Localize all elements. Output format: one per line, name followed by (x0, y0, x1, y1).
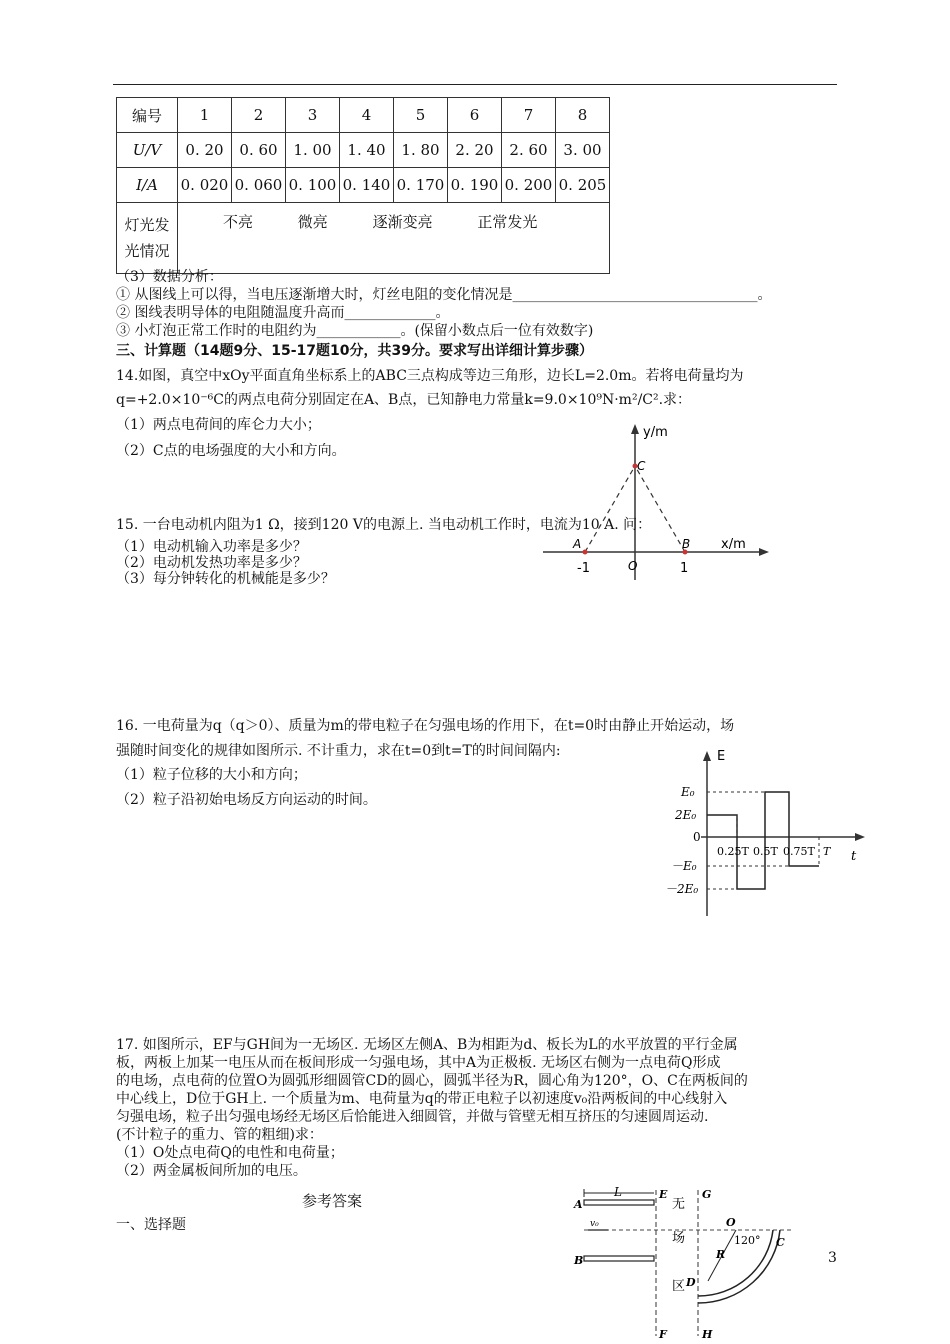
q17-sub-2: （2）两金属板间所加的电压。 (116, 1163, 307, 1179)
header-cell: 2 (232, 98, 286, 133)
top-rule (113, 84, 837, 85)
tick-05t: 0.5T (753, 845, 778, 858)
line-f-label: F (659, 1328, 667, 1341)
y-axis-label: y/m (643, 425, 668, 440)
tick-pos1: 1 (680, 561, 689, 576)
table-row-current (117, 168, 610, 203)
answers-title: 参考答案 (302, 1192, 363, 1210)
q17-sub-1: （1）O处点电荷Q的电性和电荷量； (116, 1145, 344, 1161)
q16-sub-2: （2）粒子沿初始电场反方向运动的时间。 (116, 792, 377, 808)
table-cell: 0. 205 (556, 168, 610, 203)
plate-b-label: B (574, 1254, 584, 1267)
line-g-label: G (702, 1188, 712, 1201)
light-state: 正常发光 (477, 213, 538, 231)
tick-e0: E₀ (681, 785, 695, 799)
tick-t: T (823, 845, 831, 858)
q15-sub-3: （3）每分钟转化的机械能是多少？ (116, 571, 335, 587)
analysis-line-3: ③ 小灯泡正常工作时的电阻约为____________。(保留小数点后一位有效数字) (116, 323, 594, 339)
header-cell: 1 (178, 98, 232, 133)
light-state: 不亮 (223, 213, 254, 231)
t-axis-label: t (851, 849, 857, 864)
page-number: 3 (828, 1250, 837, 1266)
q15-sub-1: （1）电动机输入功率是多少？ (116, 539, 307, 555)
table-row-light (117, 203, 610, 274)
q17-line-3: 的电场，点电荷的位置O为圆弧形细圆管CD的圆心，圆弧半径为R，圆心角为120°，O、C在两板间的 (116, 1073, 748, 1089)
light-state: 逐渐变亮 (372, 213, 433, 231)
q14-sub-1: （1）两点电荷间的库仑力大小； (116, 417, 321, 433)
analysis-title: （3）数据分析： (116, 269, 223, 285)
origin-label: O (628, 559, 638, 573)
row-label: I/A (117, 168, 178, 203)
plate-a-label: A (574, 1198, 583, 1211)
tick-075t: 0.75T (783, 845, 815, 858)
measurement-table (116, 97, 610, 274)
tick-zero: 0 (693, 830, 701, 844)
table-cell: 0. 060 (232, 168, 286, 203)
q14-line-1: 14.如图，真空中xOy平面直角坐标系上的ABC三点构成等边三角形，边长L=2.0m。若将电荷量均为 (116, 368, 744, 384)
q17-line-1: 17. 如图所示，EF与GH间为一无场区. 无场区左侧A、B为相距为d、板长为L的水平放置的平行金属 (116, 1037, 738, 1053)
q16-line-1: 16. 一电荷量为q（q＞0）、质量为m的带电粒子在匀强电场的作用下，在t=0时由静止开始运动，场 (116, 718, 735, 734)
line-e-label: E (659, 1188, 668, 1201)
point-c-label: C (637, 459, 646, 473)
q17-line-4: 中心线上，D位于GH上. 一个质量为m、电荷量为q的带正电粒子以初速度v₀沿两板间的中心线射入 (116, 1091, 728, 1107)
light-state-cell (178, 203, 610, 274)
line-h-label: H (702, 1328, 713, 1341)
tick-neg-2e0: －2E₀ (665, 882, 699, 896)
tick-025t: 0.25T (717, 845, 749, 858)
section-1-heading: 一、选择题 (116, 1217, 186, 1233)
table-row-number (117, 98, 610, 133)
q14-coordinate-figure (535, 420, 785, 585)
field-free-char-2: 场 (672, 1231, 686, 1246)
section-3-heading: 三、计算题（14题9分、15-17题10分，共39分。要求写出详细计算步骤） (116, 343, 593, 359)
analysis-line-1: ① 从图线上可以得，当电压逐渐增大时，灯丝电阻的变化情况是___________________________________。 (116, 287, 772, 303)
radius-r-label: R (716, 1248, 726, 1261)
e-axis-label: E (717, 749, 726, 764)
v0-label: v₀ (590, 1219, 599, 1229)
q17-plates-tube-figure (568, 1186, 808, 1344)
q14-sub-2: （2）C点的电场强度的大小和方向。 (116, 443, 346, 459)
table-cell: 0. 140 (340, 168, 394, 203)
tick-2e0: 2E₀ (675, 808, 697, 822)
length-l-label: L (614, 1186, 622, 1199)
header-cell: 3 (286, 98, 340, 133)
header-cell: 5 (394, 98, 448, 133)
table-cell: 0. 60 (232, 133, 286, 168)
q15-sub-2: （2）电动机发热功率是多少？ (116, 555, 307, 571)
table-cell: 0. 200 (502, 168, 556, 203)
q17-line-6: (不计粒子的重力、管的粗细)求： (116, 1127, 323, 1143)
q16-sub-1: （1）粒子位移的大小和方向； (116, 767, 307, 783)
light-state: 微亮 (297, 213, 328, 231)
table-cell: 0. 190 (448, 168, 502, 203)
table-cell: 0. 100 (286, 168, 340, 203)
q16-field-time-graph (665, 748, 870, 918)
header-cell: 编号 (117, 98, 178, 133)
q17-line-2: 板，两板上加某一电压从而在板间形成一匀强电场，其中A为正极板. 无场区右侧为一点电荷Q形成 (116, 1055, 721, 1071)
point-b-label: B (682, 537, 691, 551)
field-free-char-3: 区 (672, 1279, 686, 1294)
angle-label: 120° (734, 1234, 761, 1247)
table-cell: 1. 40 (340, 133, 394, 168)
table-cell: 0. 020 (178, 168, 232, 203)
header-cell: 7 (502, 98, 556, 133)
x-axis-label: x/m (721, 537, 746, 552)
table-cell: 2. 20 (448, 133, 502, 168)
q15-line-1: 15. 一台电动机内阻为1 Ω，接到120 V的电源上. 当电动机工作时，电流为10 A. 问： (116, 517, 652, 533)
point-a-label: A (573, 537, 582, 551)
tick-neg1: -1 (577, 561, 590, 576)
tick-neg-e0: －E₀ (671, 859, 697, 873)
point-c-label: C (776, 1236, 785, 1249)
row-label-light: 灯光发 光情况 (117, 203, 178, 274)
q14-line-2: q=+2.0×10⁻⁶C的两点电荷分别固定在A、B点，已知静电力常量k=9.0×10⁹N·m²/C².求： (116, 392, 692, 408)
analysis-line-2: ② 图线表明导体的电阻随温度升高而_____________。 (116, 305, 450, 321)
header-cell: 8 (556, 98, 610, 133)
header-cell: 4 (340, 98, 394, 133)
table-cell: 0. 170 (394, 168, 448, 203)
point-o-label: O (726, 1216, 736, 1229)
q17-line-5: 匀强电场，粒子出匀强电场经无场区后恰能进入细圆管，并做与管壁无相互挤压的匀速圆周运动. (116, 1109, 709, 1125)
field-free-char-1: 无 (672, 1197, 686, 1212)
table-cell: 1. 80 (394, 133, 448, 168)
table-cell: 2. 60 (502, 133, 556, 168)
q16-line-2: 强随时间变化的规律如图所示. 不计重力，求在t=0到t=T的时间间隔内: (116, 743, 561, 759)
row-label: U/V (117, 133, 178, 168)
point-d-label: D (686, 1276, 696, 1289)
header-cell: 6 (448, 98, 502, 133)
table-row-voltage (117, 133, 610, 168)
table-cell: 3. 00 (556, 133, 610, 168)
table-cell: 0. 20 (178, 133, 232, 168)
table-cell: 1. 00 (286, 133, 340, 168)
